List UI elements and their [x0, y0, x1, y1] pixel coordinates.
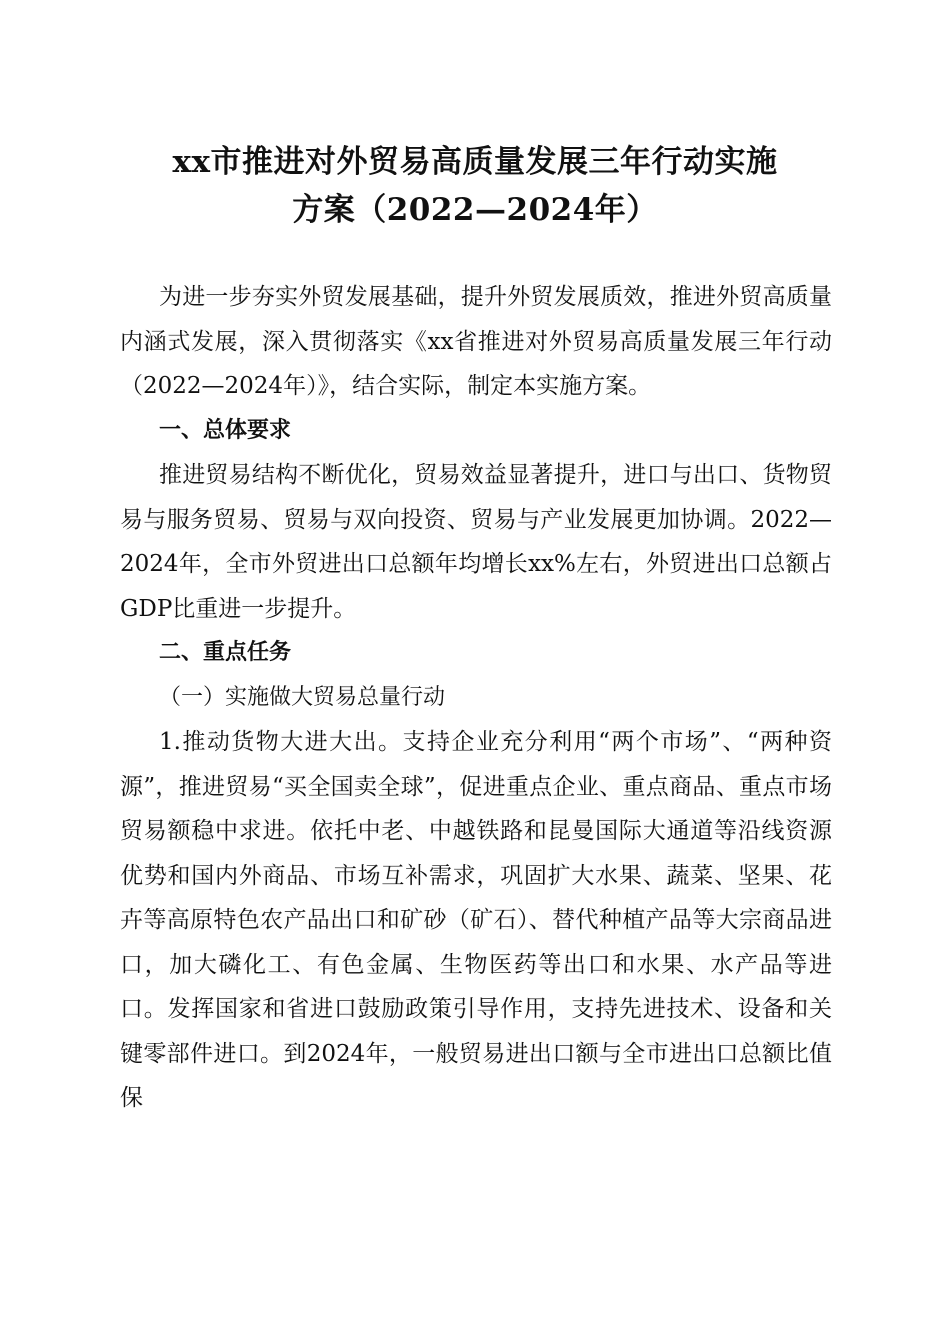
item-1-paragraph: 1.推动货物大进大出。支持企业充分利用“两个市场”、“两种资源”，推进贸易“买全国卖全球”，促进重点企业、重点商品、重点市场贸易额稳中求进。依托中老、中越铁路和昆曼国际大通道等沿线资源优势和国内外商品、市场互补需求，巩固扩大水果、蔬菜、坚果、花卉等高原特色农产品出口和矿砂（矿石）、替代种植产品等大宗商品进口，加大磷化工、有色金属、生物医药等出口和水果、水产品等进口。发挥国家和省进口鼓励政策引导作用，支持先进技术、设备和关键零部件进口。到2024年，一般贸易进出口额与全市进出口总额比值保 [120, 729, 832, 1111]
document-title [60, 138, 890, 234]
intro-paragraph: 为进一步夯实外贸发展基础，提升外贸发展质效，推进外贸高质量内涵式发展，深入贯彻落实《xx省推进对外贸易高质量发展三年行动（2022—2024年）》，结合实际，制定本实施方案。 [120, 284, 832, 399]
section-heading-general-requirements: 一、总体要求 [159, 417, 292, 443]
section-heading-key-tasks: 二、重点任务 [159, 640, 292, 665]
subsection-heading-trade-volume: （一）实施做大贸易总量行动 [159, 684, 446, 710]
document-body [120, 275, 832, 1121]
general-requirements-paragraph: 推进贸易结构不断优化，贸易效益显著提升，进口与出口、货物贸易与服务贸易、贸易与双向投资、贸易与产业发展更加协调。2022—2024年，全市外贸进出口总额年均增长xx%左右，外贸进出口总额占GDP比重进一步提升。 [120, 462, 832, 622]
title-line-2: 方案（2022—2024年） [292, 192, 658, 228]
title-line-1: xx市推进对外贸易高质量发展三年行动实施 [172, 144, 778, 180]
